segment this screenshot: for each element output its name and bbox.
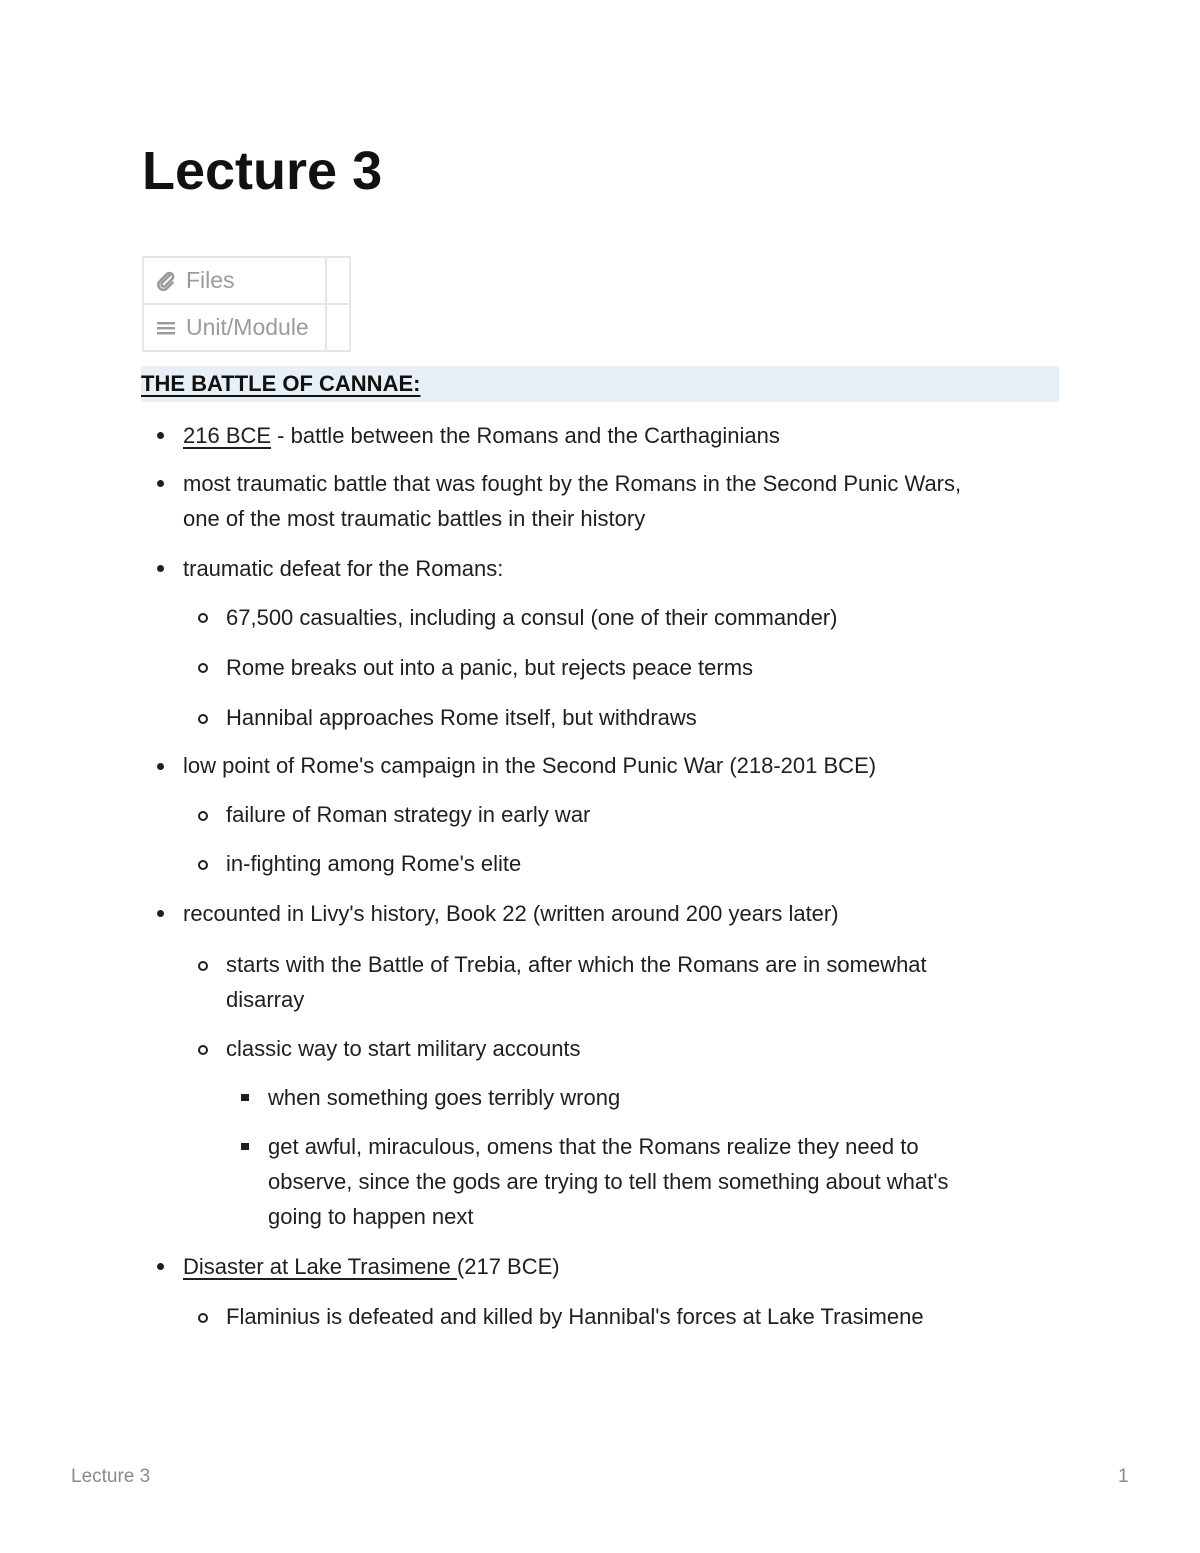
link-216-bce[interactable]: 216 BCE bbox=[183, 423, 272, 448]
list-item-text: classic way to start military accounts bbox=[226, 1036, 581, 1061]
list-item-text: most traumatic battle that was fought by the Romans in the Second Punic Wars, bbox=[183, 471, 962, 496]
bullet-disc-icon bbox=[157, 910, 164, 917]
list-item-text: failure of Roman strategy in early war bbox=[226, 802, 591, 827]
bullet-circle-icon bbox=[198, 1045, 208, 1055]
property-row-unit-module[interactable] bbox=[143, 304, 350, 351]
bullet-circle-icon bbox=[198, 663, 208, 673]
bullet-disc-icon bbox=[157, 480, 164, 487]
list-item-text: get awful, miraculous, omens that the Romans realize they need to bbox=[268, 1134, 919, 1159]
bullet-disc-icon bbox=[157, 432, 164, 439]
section-heading: THE BATTLE OF CANNAE: bbox=[141, 371, 421, 396]
footer-document-title: Lecture 3 bbox=[71, 1466, 151, 1487]
list-item bbox=[183, 1249, 1043, 1284]
list-item-text: starts with the Battle of Trebia, after which the Romans are in somewhat bbox=[226, 952, 927, 977]
list-item-text: traumatic defeat for the Romans: bbox=[183, 556, 504, 581]
list-item-text: (217 BCE) bbox=[456, 1254, 560, 1279]
bullet-square-icon bbox=[241, 1094, 249, 1101]
property-value-files[interactable] bbox=[326, 257, 350, 304]
paperclip-icon bbox=[156, 271, 176, 291]
list-item-text: Rome breaks out into a panic, but rejects peace terms bbox=[226, 655, 754, 680]
list-item-text: low point of Rome's campaign in the Second Punic War (218-201 BCE) bbox=[183, 753, 877, 778]
list-item-text: going to happen next bbox=[268, 1204, 474, 1229]
property-label-files: Files bbox=[186, 267, 235, 293]
list-item-text: - battle between the Romans and the Carthaginians bbox=[271, 423, 780, 448]
list-item-text: disarray bbox=[226, 987, 305, 1012]
footer-page-number: 1 bbox=[1118, 1466, 1129, 1487]
list-item-text: 67,500 casualties, including a consul (one of their commander) bbox=[226, 605, 838, 630]
section-heading-highlight bbox=[141, 366, 1059, 402]
bullet-disc-icon bbox=[157, 763, 164, 770]
bullet-circle-icon bbox=[198, 714, 208, 724]
list-icon bbox=[156, 318, 176, 338]
list-item-text: one of the most traumatic battles in their history bbox=[183, 506, 646, 531]
list-item-text: Hannibal approaches Rome itself, but withdraws bbox=[226, 705, 697, 730]
property-label-unit-module: Unit/Module bbox=[186, 314, 309, 340]
bullet-square-icon bbox=[241, 1143, 249, 1150]
bullet-circle-icon bbox=[198, 811, 208, 821]
list-item-text: when something goes terribly wrong bbox=[268, 1085, 621, 1110]
properties-table bbox=[142, 256, 351, 352]
property-row-files[interactable] bbox=[143, 257, 350, 304]
property-value-unit-module[interactable] bbox=[326, 304, 350, 351]
bullet-disc-icon bbox=[157, 1263, 164, 1270]
link-lake-trasimene[interactable]: Disaster at Lake Trasimene bbox=[183, 1254, 457, 1279]
list-item-text: Flaminius is defeated and killed by Hannibal's forces at Lake Trasimene bbox=[226, 1304, 924, 1329]
list-item-text: in-fighting among Rome's elite bbox=[226, 851, 522, 876]
page-title: Lecture 3 bbox=[142, 141, 383, 201]
list-item bbox=[183, 418, 1043, 453]
bullet-circle-icon bbox=[198, 613, 208, 623]
list-item-text: recounted in Livy's history, Book 22 (written around 200 years later) bbox=[183, 901, 839, 926]
list-item-text: observe, since the gods are trying to tell them something about what's bbox=[268, 1169, 949, 1194]
bullet-disc-icon bbox=[157, 565, 164, 572]
bullet-circle-icon bbox=[198, 1313, 208, 1323]
bullet-circle-icon bbox=[198, 860, 208, 870]
bullet-circle-icon bbox=[198, 961, 208, 971]
